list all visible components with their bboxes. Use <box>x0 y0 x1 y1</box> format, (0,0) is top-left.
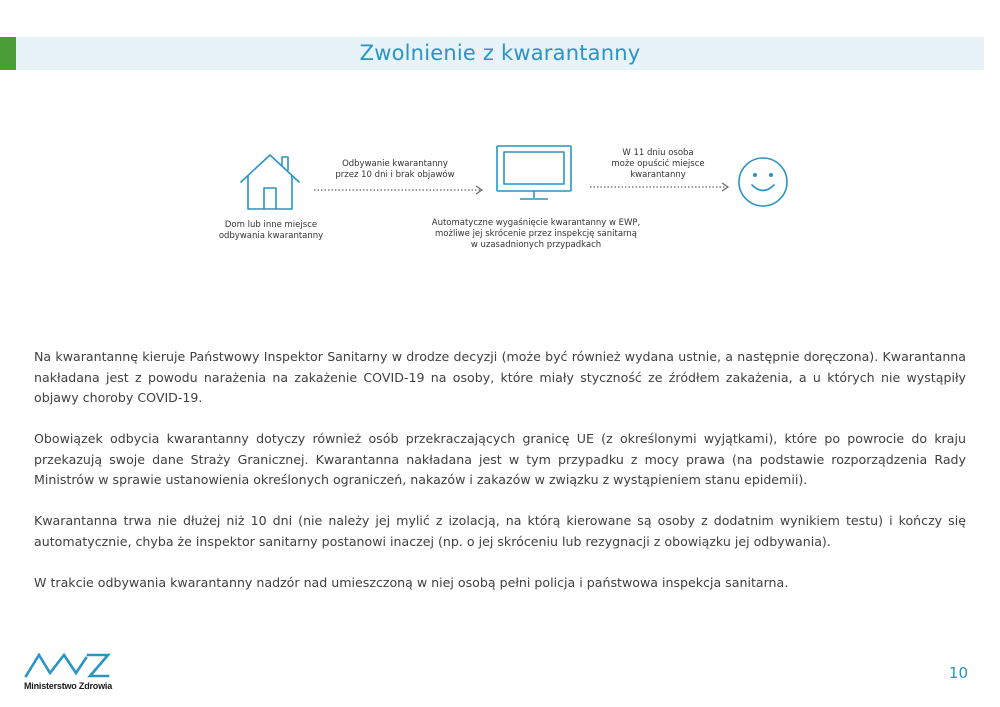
arrow2-caption-line: może opuścić miejsce <box>611 159 705 169</box>
monitor-caption-line: możliwe jej skrócenie przez inspekcję sanitarną <box>435 229 637 239</box>
dotted-arrow-2 <box>588 181 734 193</box>
monitor-caption <box>420 218 652 251</box>
paragraph: Obowiązek odbycia kwarantanny dotyczy również osób przekraczających granicę UE (z określonymi wyjątkami), które po powrocie do kraju przekazują swoje dane Straży Granicznej. Kwarantanna nakładana jest w tym przypadku z mocy prawa (na podstawie rozporządzenia Rady Ministrów w sprawie ustanowienia określonych ograniczeń, nakazów i zakazów w związku z wystąpieniem stanu epidemii). <box>34 431 966 487</box>
house-icon <box>238 152 302 212</box>
page-number: 10 <box>948 664 968 682</box>
monitor-icon <box>494 143 574 207</box>
page-title: Zwolnienie z kwarantanny <box>359 41 641 65</box>
monitor-caption-line: Automatyczne wygaśnięcie kwarantanny w EWP, <box>431 218 641 228</box>
dotted-arrow-1 <box>312 184 488 196</box>
house-caption <box>198 220 344 242</box>
title-accent-bar <box>0 37 16 70</box>
smiley-face-icon <box>736 155 790 209</box>
paragraph: Kwarantanna trwa nie dłużej niż 10 dni (nie należy jej mylić z izolacją, na którą kierowane są osoby z dodatnim wynikiem testu) i kończy się automatycznie, chyba że inspektor sanitarny postanowi inaczej (np. o jej skróceniu lub rezygnacji z obowiązku jej odbywania). <box>34 513 966 549</box>
arrow1-caption-line: przez 10 dni i brak objawów <box>335 170 455 180</box>
arrow2-caption-line: W 11 dniu osoba <box>622 148 694 158</box>
ministry-logo-text: Ministerstwo Zdrowia <box>24 681 113 691</box>
arrow1-caption <box>320 159 470 181</box>
ministry-logo-icon <box>24 650 112 680</box>
house-caption-line: Dom lub inne miejsce <box>224 220 318 230</box>
paragraph: W trakcie odbywania kwarantanny nadzór nad umieszczoną w niej osobą pełni policja i państwowa inspekcja sanitarna. <box>34 574 789 590</box>
arrow2-caption <box>590 148 726 181</box>
title-bar <box>0 37 984 70</box>
arrow1-caption-line: Odbywanie kwarantanny <box>342 159 448 169</box>
house-caption-line: odbywania kwarantanny <box>218 231 324 241</box>
paragraph: Na kwarantannę kieruje Państwowy Inspektor Sanitarny w drodze decyzji (może być również wydana ustnie, a następnie doręczona). Kwarantanna nakładana jest z powodu narażenia na zakażenie COVID-19 na osoby, które miały styczność ze źródłem zakażenia, a u których nie wystąpiły objawy choroby COVID-19. <box>34 349 966 405</box>
body-text <box>34 347 966 614</box>
arrow2-caption-line: kwarantanny <box>630 170 686 180</box>
monitor-caption-line: w uzasadnionych przypadkach <box>470 240 602 250</box>
